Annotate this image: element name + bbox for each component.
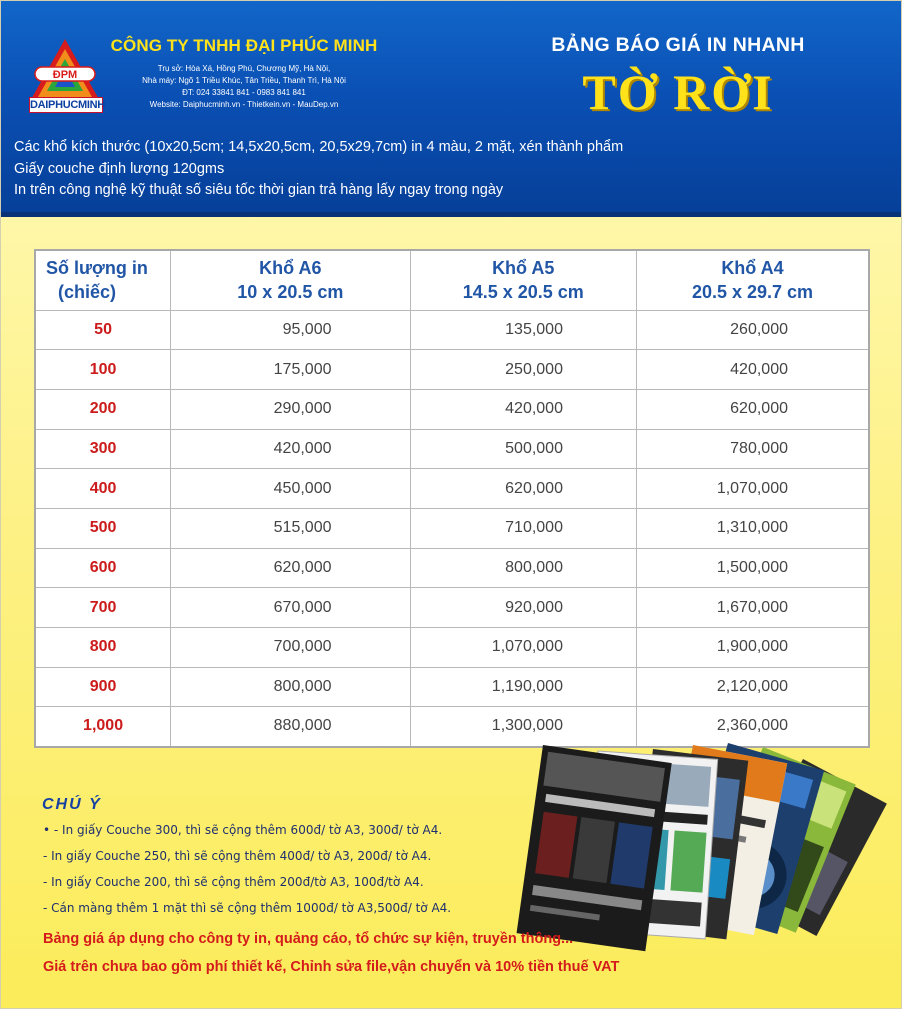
address-factory: Nhà máy: Ngõ 1 Triều Khúc, Tân Triều, Thanh Trì, Hà Nội (142, 76, 346, 85)
table-row (35, 667, 869, 707)
table-row (35, 548, 869, 588)
quantity-cell: 900 (35, 667, 171, 707)
table-row (35, 310, 869, 350)
note-item: - In giấy Couche 250, thì sẽ cộng thêm 400đ/ tờ A3, 200đ/ tờ A4. (43, 849, 432, 863)
spec-item: Giấy couche định lượng 120gms (14, 160, 225, 177)
table-row (35, 389, 869, 429)
table-row (35, 508, 869, 548)
notice-exclusions: Giá trên chưa bao gồm phí thiết kế, Chỉnh sửa file,vận chuyển và 10% tiền thuế VAT (43, 959, 620, 975)
quantity-cell: 300 (35, 429, 171, 469)
table-row (35, 469, 869, 509)
price-a6: 800,000 (171, 667, 410, 707)
price-a4: 2,360,000 (636, 707, 869, 747)
price-a4: 780,000 (636, 429, 869, 469)
website: Website: Daiphucminh.vn - Thietkein.vn - MauDep.vn (149, 100, 339, 109)
note-item: - Cán màng thêm 1 mặt thì sẽ cộng thêm 1000đ/ tờ A3,500đ/ tờ A4. (43, 901, 452, 915)
price-a6: 620,000 (171, 548, 410, 588)
quantity-cell: 200 (35, 389, 171, 429)
price-a6: 420,000 (171, 429, 410, 469)
price-a5: 135,000 (410, 310, 636, 350)
price-a4: 1,500,000 (636, 548, 869, 588)
price-a5: 710,000 (410, 508, 636, 548)
quantity-cell: 800 (35, 628, 171, 668)
column-header-quantity: Số lượng in (chiếc) (35, 250, 171, 310)
price-a5: 620,000 (410, 469, 636, 509)
price-a4: 1,310,000 (636, 508, 869, 548)
price-a5: 500,000 (410, 429, 636, 469)
notes-heading: CHÚ Ý (42, 796, 102, 813)
quantity-cell: 500 (35, 508, 171, 548)
price-a6: 450,000 (171, 469, 410, 509)
price-a4: 260,000 (636, 310, 869, 350)
price-a5: 1,070,000 (410, 628, 636, 668)
spec-item: In trên công nghệ kỹ thuật số siêu tốc thời gian trả hàng lấy ngay trong ngày (14, 182, 504, 198)
price-a4: 2,120,000 (636, 667, 869, 707)
price-a4: 1,070,000 (636, 469, 869, 509)
address-office: Trụ sở: Hòa Xá, Hồng Phú, Chương Mỹ, Hà Nội, (157, 64, 331, 73)
table-header-row (35, 250, 869, 310)
price-a5: 250,000 (410, 350, 636, 390)
quantity-cell: 700 (35, 588, 171, 628)
price-a5: 1,190,000 (410, 667, 636, 707)
quantity-cell: 1,000 (35, 707, 171, 747)
logo-badge: ĐPM (52, 69, 78, 81)
company-name: CÔNG TY TNHH ĐẠI PHÚC MINH (110, 36, 378, 55)
spec-list (14, 137, 623, 202)
company-info (109, 63, 379, 111)
product-title: TỜ RỜI (582, 64, 774, 120)
logo-text: DAIPHUCMINH (30, 99, 105, 111)
table-row (35, 588, 869, 628)
quantity-cell: 50 (35, 310, 171, 350)
column-header-a6: Khổ A6 10 x 20.5 cm (171, 250, 410, 310)
price-a6: 175,000 (171, 350, 410, 390)
price-table (34, 249, 870, 748)
spec-item: Các khổ kích thước (10x20,5cm; 14,5x20,5cm, 20,5x29,7cm) in 4 màu, 2 mặt, xén thành phẩm (14, 139, 624, 155)
price-a6: 670,000 (171, 588, 410, 628)
price-a4: 620,000 (636, 389, 869, 429)
phone: ĐT: 024 33841 841 - 0983 841 841 (182, 88, 306, 97)
price-a6: 700,000 (171, 628, 410, 668)
price-a6: 95,000 (171, 310, 410, 350)
price-a5: 800,000 (410, 548, 636, 588)
note-item: - In giấy Couche 200, thì sẽ cộng thêm 200đ/tờ A3, 100đ/tờ A4. (43, 875, 424, 889)
quantity-cell: 400 (35, 469, 171, 509)
quote-title: BẢNG BÁO GIÁ IN NHANH (551, 34, 805, 56)
price-a4: 1,900,000 (636, 628, 869, 668)
table-row (35, 350, 869, 390)
price-a6: 290,000 (171, 389, 410, 429)
table-row (35, 628, 869, 668)
column-header-a5: Khổ A5 14.5 x 20.5 cm (410, 250, 636, 310)
price-a5: 1,300,000 (410, 707, 636, 747)
header-banner (1, 1, 902, 217)
price-a6: 515,000 (171, 508, 410, 548)
notice-applicability: Bảng giá áp dụng cho công ty in, quảng cáo, tổ chức sự kiện, truyền thông... (43, 931, 574, 947)
note-item: • - In giấy Couche 300, thì sẽ cộng thêm 600đ/ tờ A3, 300đ/ tờ A4. (43, 823, 443, 837)
quantity-cell: 600 (35, 548, 171, 588)
notes-list (43, 821, 451, 925)
price-a5: 420,000 (410, 389, 636, 429)
column-header-a4: Khổ A4 20.5 x 29.7 cm (636, 250, 869, 310)
price-a4: 1,670,000 (636, 588, 869, 628)
quantity-cell: 100 (35, 350, 171, 390)
price-a5: 920,000 (410, 588, 636, 628)
price-a4: 420,000 (636, 350, 869, 390)
price-a6: 880,000 (171, 707, 410, 747)
table-row (35, 429, 869, 469)
